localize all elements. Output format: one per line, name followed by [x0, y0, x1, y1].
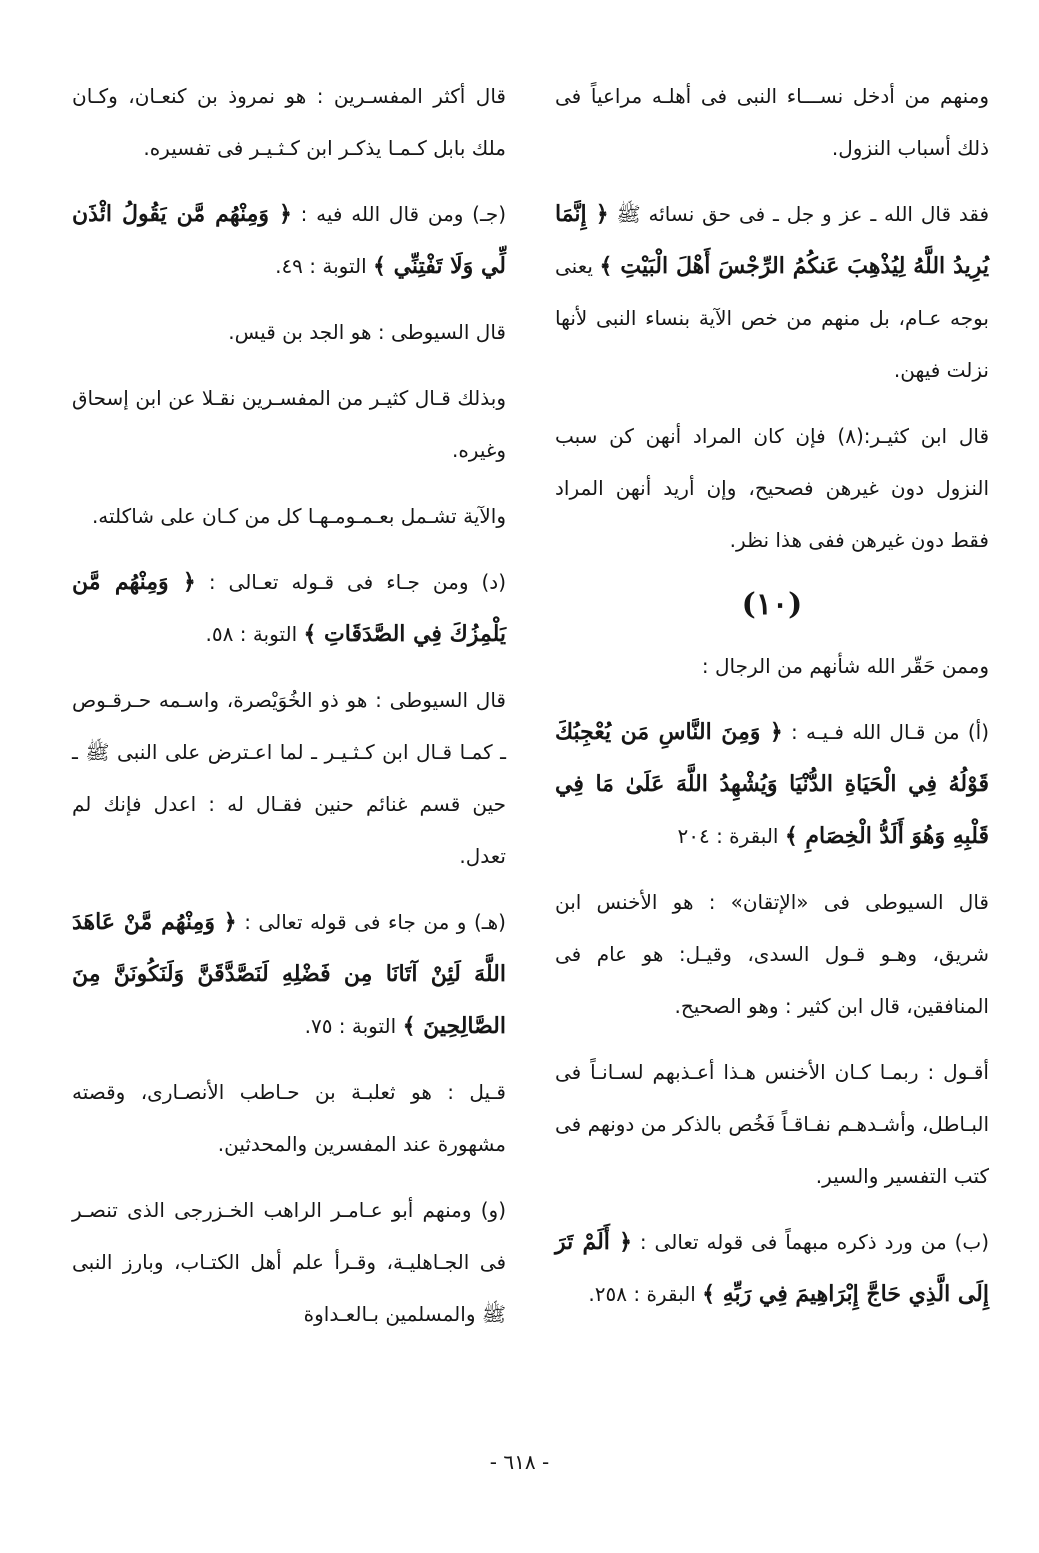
paragraph-tail: يعنى بوجه عـام، بل منهم من خص الآية بنساء النبى لأنها نزلت فيهن. [555, 254, 989, 382]
paragraph: أقـول : ربمـا كـان الأخنس هـذا أعـذبهم لسـانـاً فى البـاطل، وأشـدهـم نفـاقـاً فَخُص بالذكر من دونهم فى كتب التفسير والسير. [555, 1060, 989, 1188]
paragraph: وممن حَقّر الله شأنهم من الرجال : [701, 654, 989, 678]
quran-verse: ﴿ أَلَمْ تَرَ إِلَى الَّذِي حَاجَّ إِبْرَاهِيمَ فِي رَبِّهِ ﴾ [555, 1229, 989, 1307]
page-number: - ٦١٨ - [489, 1450, 550, 1474]
paragraph: قال السيوطى : هو الجد بن قيس. [228, 320, 506, 344]
verse-reference: التوبة : ٤٩. [275, 254, 367, 278]
paragraph: قال السيوطى فى «الإتقان» : هو الأخنس ابن شريق، وهـو قـول السدى، وقيـل: هو عام فى المنافقين، قال ابن كثير : وهو الصحيح. [555, 890, 989, 1018]
paragraph: (و) ومنهم أبو عـامـر الراهب الخـزرجى الذى تنصـر فى الجـاهليـة، وقـرأ علم أهل الكتـاب، وبارز النبى ﷺ والمسلمين بـالعـداوة [72, 1198, 506, 1326]
verse-reference: التوبة : ٥٨. [205, 622, 298, 646]
section-number: (١٠) [741, 587, 803, 622]
paragraph: قال ابن كثيـر:(٨) فإن كان المراد أنهن كن سبب النزول دون غيرهن فصحيح، وإن أريد أنهن المراد فقط دون غيرهن ففى هذا نظر. [555, 424, 990, 552]
paragraph-with-verse [72, 188, 506, 292]
paragraph-intro: فقد قال الله ـ عز و جل ـ فى حق نسائه ﷺ [616, 202, 989, 226]
paragraph-intro: (أ) من قـال الله فـيـه : [791, 720, 989, 744]
quran-verse: ﴿ إِنَّمَا يُرِيدُ اللَّهُ لِيُذْهِبَ عَنكُمُ الرِّجْسَ أَهْلَ الْبَيْتِ ﴾ [555, 201, 990, 279]
paragraph: قـيل : هو ثعلبـة بن حـاطب الأنصـارى، وقصته مشهورة عند المفسرين والمحدثين. [72, 1080, 506, 1156]
paragraph: قال أكثر المفسـرين : هو نمروذ بن كنعـان، وكـان ملك بابل كـمـا يذكـر ابن كـثـيـر فى تفسيره. [72, 84, 506, 160]
verse-reference: التوبة : ٧٥. [304, 1014, 397, 1038]
paragraph: قال السيوطى : هو ذو الخُوَيْصرة، واسـمه حـرقـوص ـ كمـا قـال ابن كـثـيـر ـ لما اعـترض على النبى ﷺ ـ حين قسم غنائم حنين فقـال له : اعدل فإنك لم تعدل. [72, 688, 506, 868]
paragraph: وبذلك قـال كثيـر من المفسـرين نقـلا عن ابن إسحاق وغيره. [72, 386, 506, 462]
paragraph: والآية تشـمل بعـمـومـهـا كل من كـان على شاكلته. [91, 504, 506, 528]
verse-reference: البقرة : ٢٥٨. [588, 1282, 696, 1306]
right-column [555, 70, 989, 1322]
paragraph-with-verse [555, 1216, 989, 1320]
paragraph: ومنهم من أدخل نســـاء النبى فى أهلـه مراعياً فى ذلك أسباب النزول. [555, 84, 989, 160]
paragraph-with-verse [555, 706, 989, 862]
paragraph-with-verse [72, 896, 506, 1052]
paragraph-intro: (جـ) ومن قال الله فيه : [300, 202, 506, 226]
quran-verse: ﴿ وَمِنْهُم مَّن يَلْمِزُكَ فِي الصَّدَقَاتِ ﴾ [72, 569, 506, 647]
quran-verse: ﴿ وَمِنْهُم مَّنْ عَاهَدَ اللَّهَ لَئِنْ آتَانَا مِن فَضْلِهِ لَنَصَّدَّقَنَّ وَلَنَكُونَنَّ مِنَ الصَّالِحِينَ ﴾ [72, 909, 506, 1039]
paragraph-intro: (د) ومن جـاء فى قـوله تعـالى : [208, 570, 506, 594]
left-column [72, 70, 506, 1342]
paragraph-with-verse [72, 556, 506, 660]
quran-verse: ﴿ وَمِنْهُم مَّن يَقُولُ ائْذَن لِّي وَلَا تَفْتِنِّي ﴾ [72, 201, 506, 279]
paragraph-with-verse [555, 188, 989, 396]
paragraph-intro: (هـ) و من جاء فى قوله تعالى : [244, 910, 506, 934]
paragraph-intro: (ب) من ورد ذكره مبهماً فى قوله تعالى : [639, 1230, 989, 1254]
verse-reference: البقرة : ٢٠٤ [677, 824, 779, 848]
quran-verse: ﴿ وَمِنَ النَّاسِ مَن يُعْجِبُكَ قَوْلُهُ فِي الْحَيَاةِ الدُّنْيَا وَيُشْهِدُ اللَّهَ عَلَىٰ مَا فِي قَلْبِهِ وَهُوَ أَلَدُّ الْخِصَامِ ﴾ [555, 719, 989, 849]
